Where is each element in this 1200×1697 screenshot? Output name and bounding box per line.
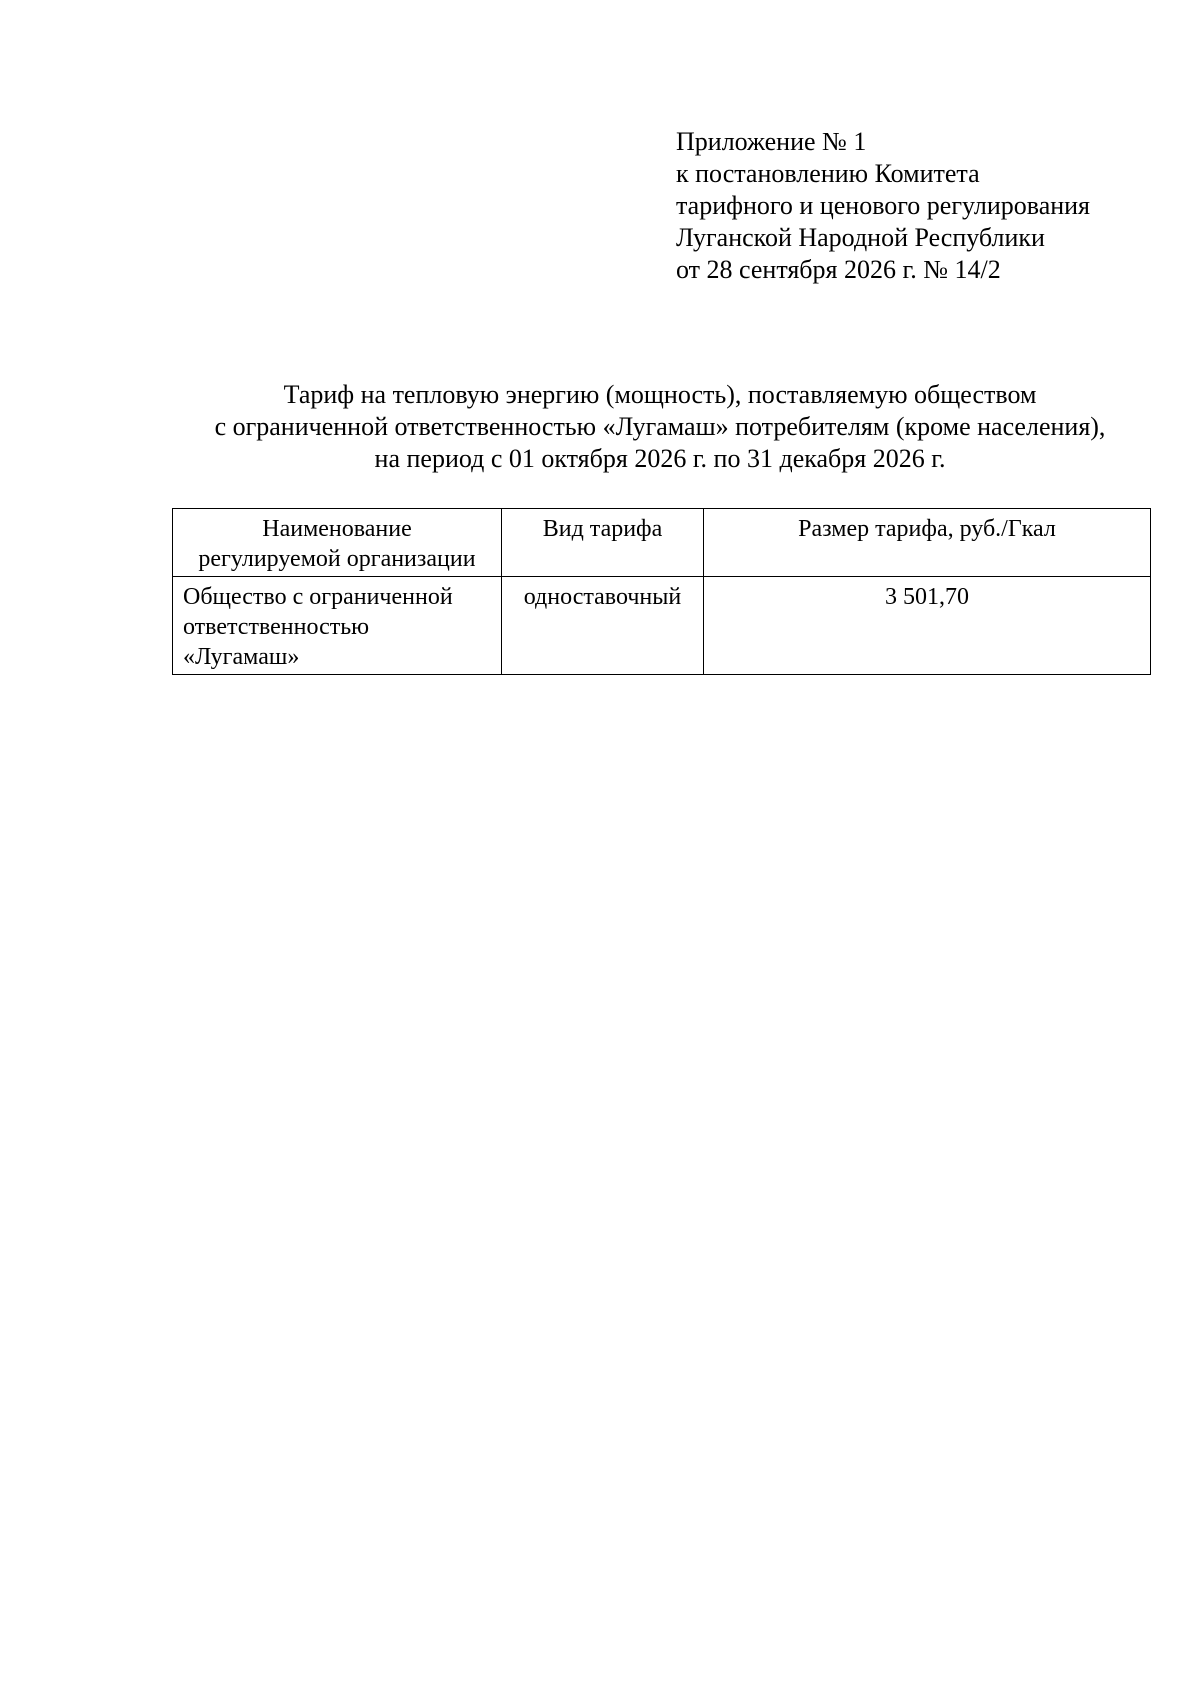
annex-line-2: к постановлению Комитета [676, 159, 980, 188]
header-organization-line-2: регулируемой организации [198, 546, 476, 572]
tariff-table [172, 508, 1151, 675]
header-tariff-value-label: Размер тарифа, руб./Гкал [798, 516, 1056, 542]
annex-line-4: Луганской Народной Республики [676, 223, 1045, 252]
tariff-value: 3 501,70 [885, 584, 969, 610]
header-tariff-type-label: Вид тарифа [542, 516, 663, 542]
document-title [160, 379, 1160, 475]
annex-line-3: тарифного и ценового регулирования [676, 191, 1091, 220]
cell-tariff-type [502, 577, 704, 675]
cell-tariff-value [704, 577, 1151, 675]
header-tariff-type [502, 509, 704, 577]
table-header-row [173, 509, 1151, 577]
annex-block [676, 126, 1090, 286]
annex-line-5: от 28 сентября 2026 г. № 14/2 [676, 255, 1001, 284]
cell-organization [173, 577, 502, 675]
header-organization-line-1: Наименование [262, 516, 412, 542]
table-row [173, 577, 1151, 675]
title-line-1: Тариф на тепловую энергию (мощность), поставляемую обществом [283, 380, 1037, 409]
organization-line-3: «Лугамаш» [183, 644, 300, 670]
header-organization [173, 509, 502, 577]
organization-line-1: Общество с ограниченной [183, 584, 453, 610]
tariff-type-value: одноставочный [523, 584, 682, 610]
annex-line-1: Приложение № 1 [676, 127, 867, 156]
organization-line-2: ответственностью [183, 614, 370, 640]
title-line-2: с ограниченной ответственностью «Лугамаш» потребителям (кроме населения), [214, 412, 1106, 441]
title-line-3: на период с 01 октября 2026 г. по 31 декабря 2026 г. [374, 444, 946, 473]
header-tariff-value [704, 509, 1151, 577]
